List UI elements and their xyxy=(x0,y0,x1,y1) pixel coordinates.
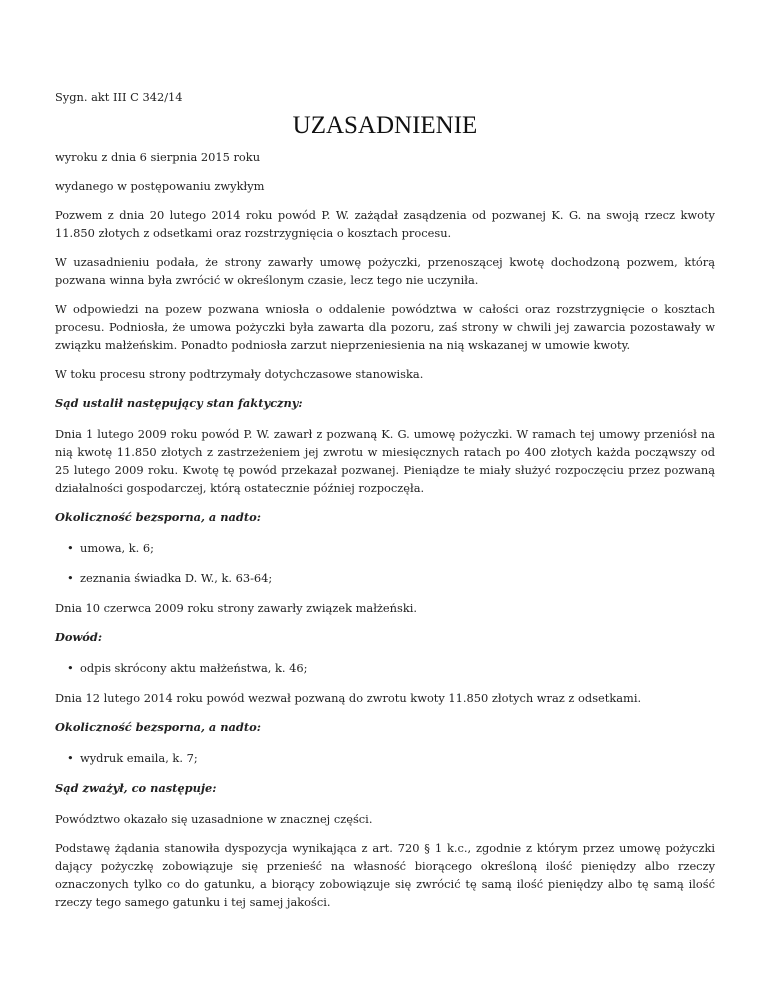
proceeding-type: wydanego w postępowaniu zwykłym xyxy=(55,179,265,193)
paragraph-claim: Pozwem z dnia 20 lutego 2014 roku powód P. W. zażądał zasądzenia od pozwanej K. G. na swoją rzecz kwoty 11.850 złotych z odsetkami oraz rozstrzygnięcia o kosztach procesu. xyxy=(55,208,715,240)
paragraph-legal-basis: Podstawę żądania stanowiła dyspozycja wynikająca z art. 720 § 1 k.c., zgodnie z którym przez umowę pożyczki dający pożyczkę zobowiązuje się przenieść na własność biorącego określoną ilość pieniędzy albo rzeczy oznaczonych tylko co do gatunku, a biorący zobowiązuje się zwrócić tę samą ilość pieniędzy albo tę samą ilość rzeczy tego samego gatunku i tej samej jakości. xyxy=(55,841,715,909)
paragraph-marriage: Dnia 10 czerwca 2009 roku strony zawarły związek małżeński. xyxy=(55,601,417,615)
judgment-date: wyroku z dnia 6 sierpnia 2015 roku xyxy=(55,150,261,164)
paragraph-facts: Dnia 1 lutego 2009 roku powód P. W. zawarł z pozwaną K. G. umowę pożyczki. W ramach tej umowy przeniósł na nią kwotę 11.850 złotych z zastrzeżeniem jej zwrotu w miesięcznych ratach po 400 złotych każda począwszy od 25 lutego 2009 roku. Kwotę tę powód przekazał pozwanej. Pieniądze te miały służyć rozpoczęciu przez pozwaną działalności gospodarczej, którą ostatecznie później rozpoczęła. xyxy=(55,427,715,495)
paragraph-verdict: Powództwo okazało się uzasadnione w znacznej części. xyxy=(55,812,373,826)
evidence-list-2 xyxy=(55,659,715,677)
document-title: UZASADNIENIE xyxy=(292,112,478,139)
paragraph-justification: W uzasadnieniu podała, że strony zawarły umowę pożyczki, przenoszącej kwotę dochodzoną pozwem, którą pozwana winna była zwrócić w określonym czasie, lecz tego nie uczyniła. xyxy=(55,255,715,287)
document-page xyxy=(55,88,715,922)
paragraph-demand: Dnia 12 lutego 2014 roku powód wezwał pozwaną do zwrotu kwoty 11.850 złotych wraz z odsetkami. xyxy=(55,691,642,705)
evidence-list-1 xyxy=(55,539,715,587)
heading-court-findings: Sąd zważył, co następuje: xyxy=(55,781,217,795)
heading-facts: Sąd ustalił następujący stan faktyczny: xyxy=(55,396,303,410)
list-item: • umowa, k. 6; xyxy=(67,539,715,557)
heading-undisputed-2: Okoliczność bezsporna, a nadto: xyxy=(55,720,261,734)
list-item: • odpis skrócony aktu małżeństwa, k. 46; xyxy=(67,659,715,677)
paragraph-response: W odpowiedzi na pozew pozwana wniosła o oddalenie powództwa w całości oraz rozstrzygnięcie o kosztach procesu. Podniosła, że umowa pożyczki była zawarta dla pozoru, zaś strony w chwili jej zawarcia pozostawały w związku małżeńskim. Ponadto podniosła zarzut nieprzeniesienia na nią wskazanej w umowie kwoty. xyxy=(55,302,715,352)
heading-evidence: Dowód: xyxy=(55,630,103,644)
list-item: • wydruk emaila, k. 7; xyxy=(67,749,715,767)
heading-undisputed-1: Okoliczność bezsporna, a nadto: xyxy=(55,510,261,524)
list-item: • zeznania świadka D. W., k. 63-64; xyxy=(67,569,715,587)
paragraph-positions: W toku procesu strony podtrzymały dotychczasowe stanowiska. xyxy=(55,367,424,381)
evidence-list-3 xyxy=(55,749,715,767)
case-reference: Sygn. akt III C 342/14 xyxy=(55,90,183,104)
